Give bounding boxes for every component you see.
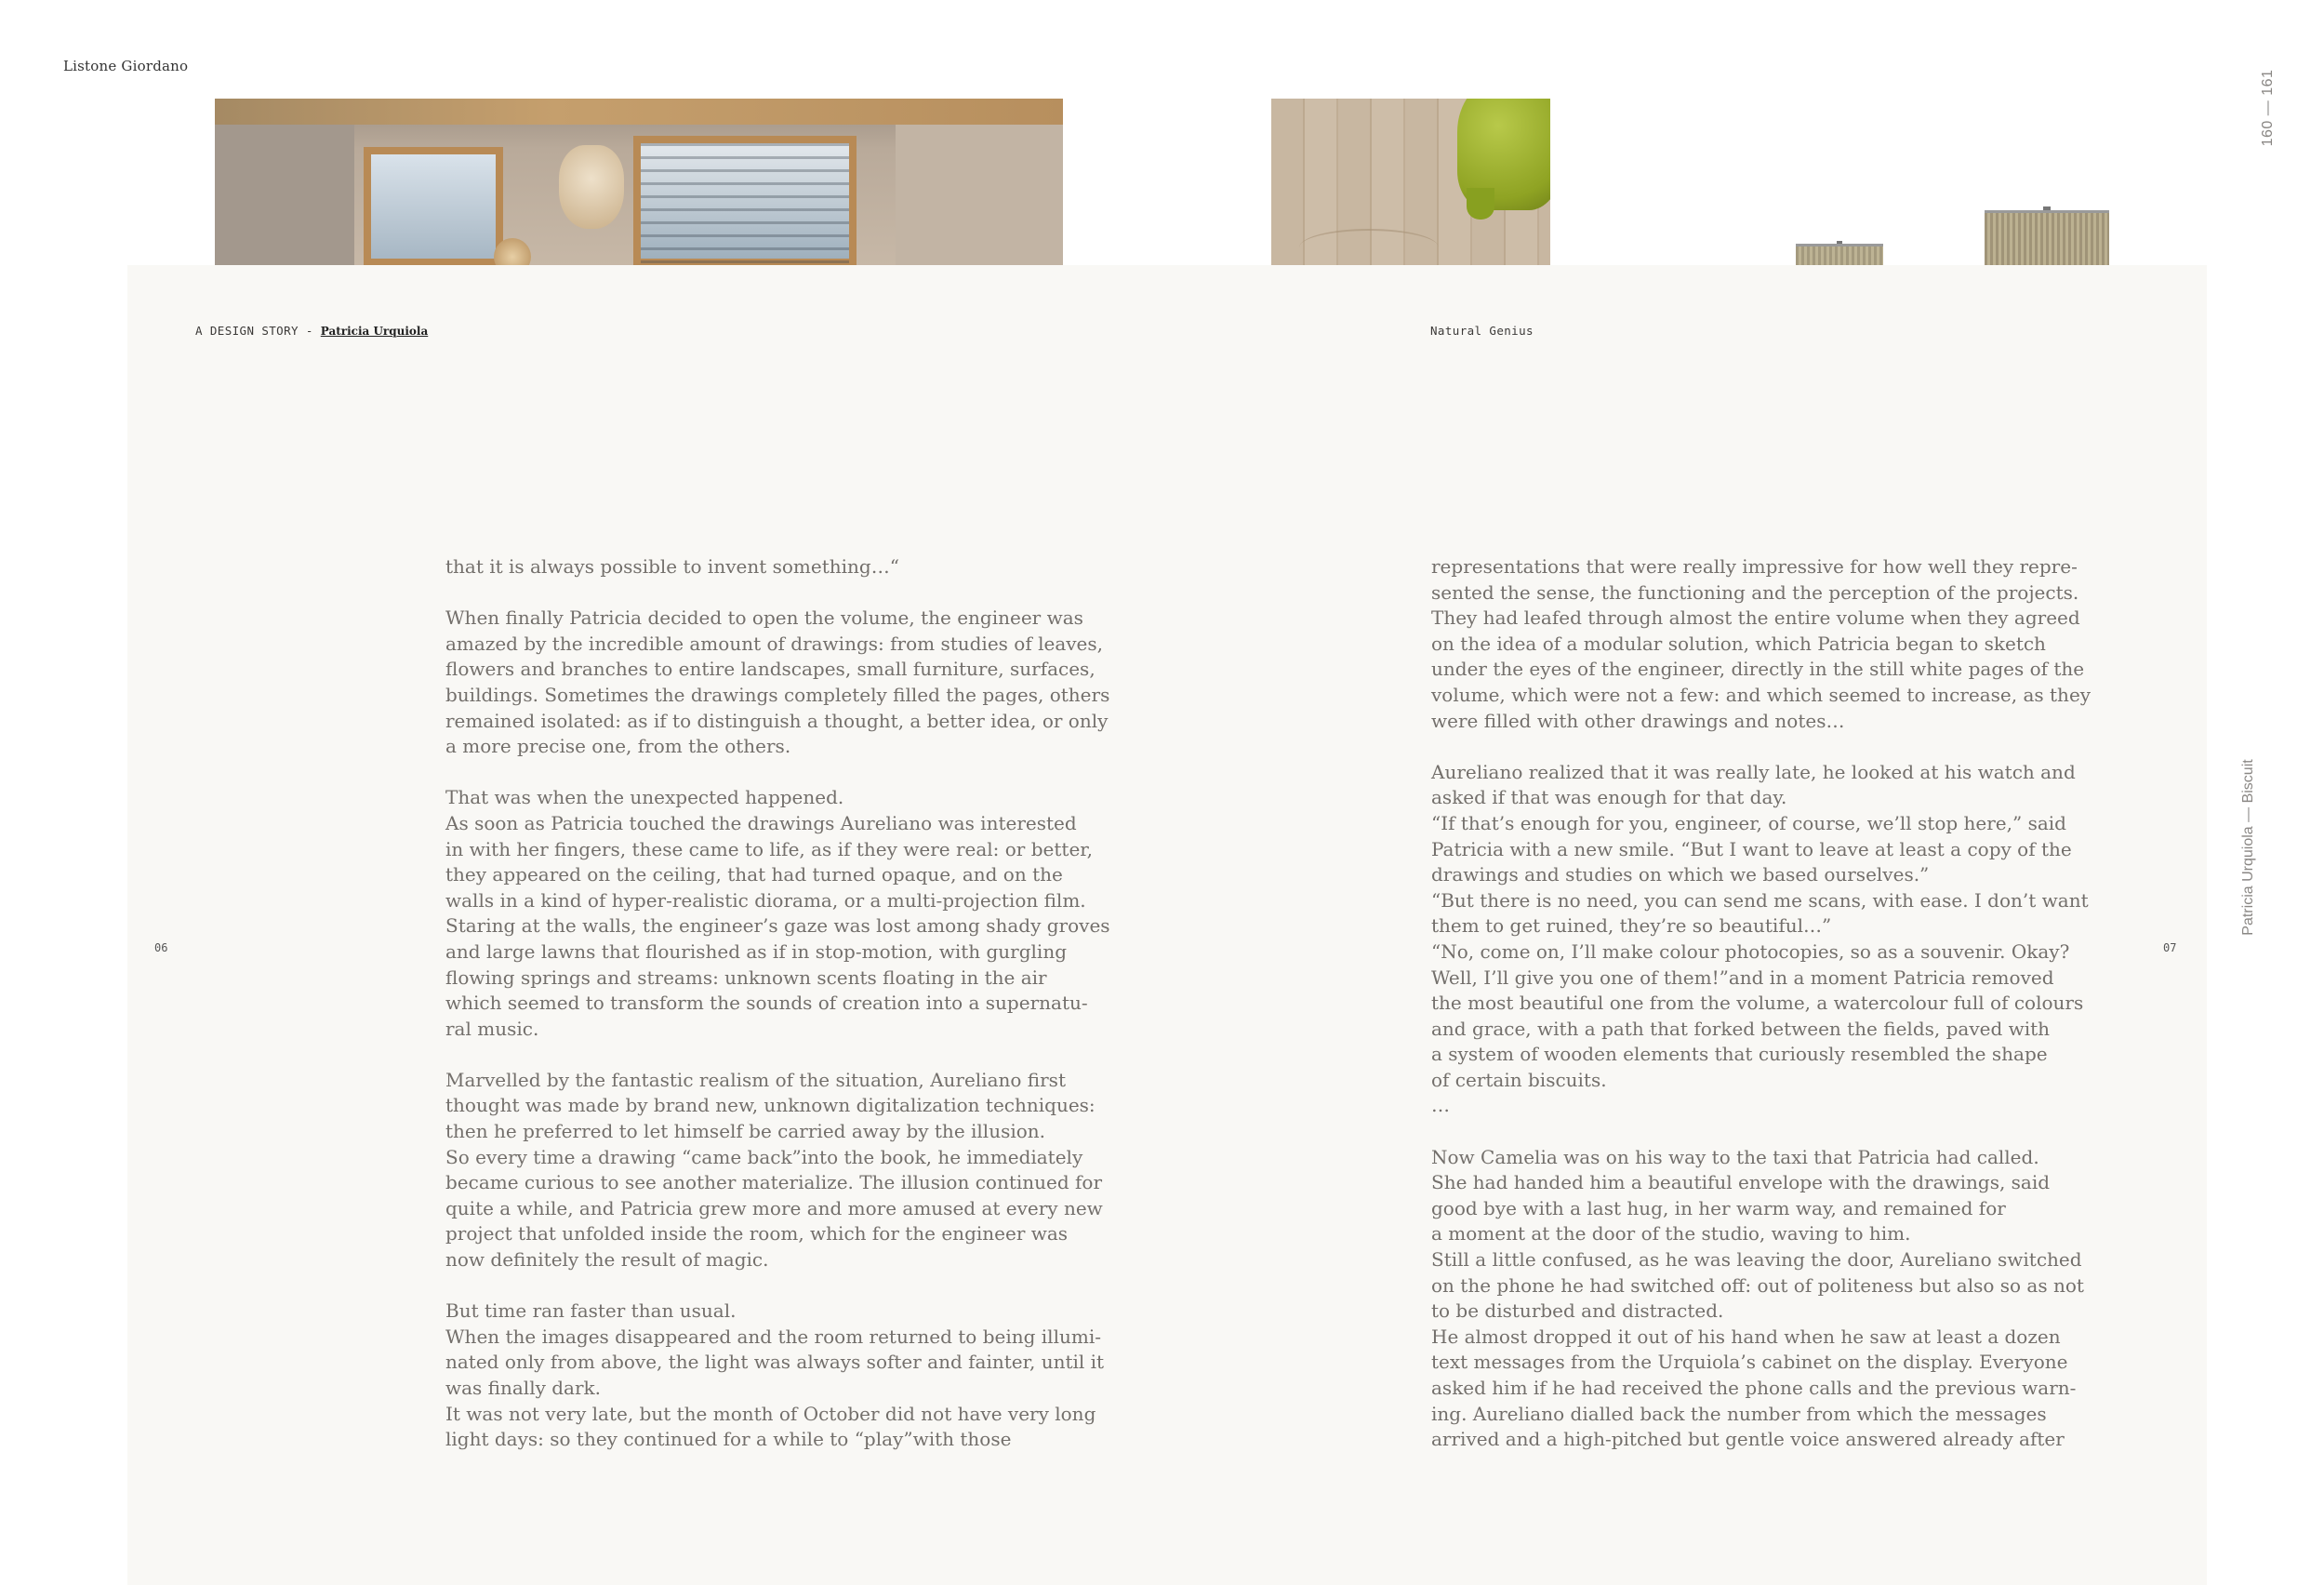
page-numbers: 160 — 161: [2260, 69, 2276, 147]
side-title: Patricia Urquiola — Biscuit: [2240, 759, 2256, 936]
wood-sample-large-handle: [2043, 206, 2051, 210]
paragraph: Marvelled by the fantastic realism of the situation, Aureliano first thought was made by brand new, unknown digitalization techniques: then he preferred to let himself be carried away by the illusion. So every time a drawing “came back”into the book, he immediately became curious to see another materialize. The illusion continued for quite a while, and Patricia grew more and more amused at every new project that unfolded inside the room, which for the engineer was now definitely the result of magic.: [445, 1068, 1103, 1272]
wood-sample-small-image: [1796, 244, 1883, 266]
wood-sample-large-image: [1985, 210, 2109, 266]
author-link[interactable]: Patricia Urquiola: [320, 325, 429, 338]
paragraph: Now Camelia was on his way to the taxi that Patricia had called. She had handed him a beautiful envelope with the drawings, said good bye with a last hug, in her warm way, and remained for a moment at the door of the studio, waving to him. Still a little confused, as he was leaving the door, Aureliano switched on the phone he had switched off: out of politeness but also so as not to be disturbed and distracted. He almost dropped it out of his hand when he saw at least a dozen text messages from the Urquiola’s cabinet on the display. Everyone asked him if he had received the phone calls and the previous warn- ing. Aureliano dialled back the number from which the messages arrived and a high-pitched but gentle voice answered already after: [1431, 1145, 2084, 1451]
brand-logo: Listone Giordano: [63, 58, 189, 74]
paragraph: That was when the unexpected happened. As soon as Patricia touched the drawings Aureliano was interested in with her fingers, these came to life, as if they were real: or better, they appeared on the ceiling, that had turned opaque, and on the walls in a kind of hyper-realistic diorama, or a multi-projection film. Staring at the walls, the engineer’s gaze was lost among shady groves and large lawns that flourished as if in stop-motion, with gurgling flowing springs and streams: unknown scents floating in the air which seemed to transform the sounds of creation into a supernatu- ral music.: [445, 786, 1110, 1040]
wood-sample-small-handle: [1837, 241, 1842, 244]
paragraph: When finally Patricia decided to open the volume, the engineer was amazed by the incredible amount of drawings: from studies of leaves, flowers and branches to entire landscapes, small furniture, surfaces, buildings. Sometimes the drawings completely filled the pages, others remained isolated: as if to distinguish a thought, a better idea, or only a more precise one, from the others.: [445, 606, 1110, 758]
running-head-left: [195, 324, 428, 338]
folio-right: 07: [2163, 941, 2177, 954]
folio-left: 06: [154, 941, 168, 954]
interior-photo: [215, 99, 1063, 266]
paragraph: But time ran faster than usual. When the images disappeared and the room returned to being illumi- nated only from above, the light was always softer and fainter, until was finally dark. It was not very late, but the month of October did not have very long light days: so they continued for a while to “play”with those: [445, 1299, 1101, 1451]
paragraph: Aureliano realized that it was really late, he looked at his watch and asked if that was enough for that day. “If that’s enough for you, engineer, of course, we’ll stop here,” said Patricia with a new smile. “But I want to leave at least a copy of the drawings and studies on which we based ourselves.” “But there is no need, you can send me scans, with ease. I don’t want them to get ruined, they’re so beautiful…” “No, come on, I’ll make colour photocopies, so as a souvenir. Okay? Well, I’ll give you one of them!”and in a moment Patricia removed the most beautiful one from the volume, a watercolour full of colours and grace, with a path that forked between the fields, paved with a system of wooden elements that curiously resembled the shape of certain biscuits. …: [1431, 760, 2089, 1117]
running-head-right: Natural Genius: [1430, 324, 1534, 338]
paragraph: that it is always possible to invent something…“: [445, 555, 899, 578]
left-text-column: [445, 554, 1110, 1478]
paragraph: representations that were really impressive for how well they repre- sented the sense, the functioning and the perception of the projects. They had leafed through almost the entire volume when they agreed on the idea of a modular solution, which Patricia began to sketch under the eyes of the engineer, directly in the still white pages of the volume, which were not a few: and which seemed to increase, as they were filled with other drawings and notes…: [1431, 555, 2092, 732]
floor-stool-photo: [1271, 99, 1550, 266]
running-head-prefix: A DESIGN STORY -: [195, 324, 321, 338]
right-text-column: [1431, 554, 2092, 1478]
